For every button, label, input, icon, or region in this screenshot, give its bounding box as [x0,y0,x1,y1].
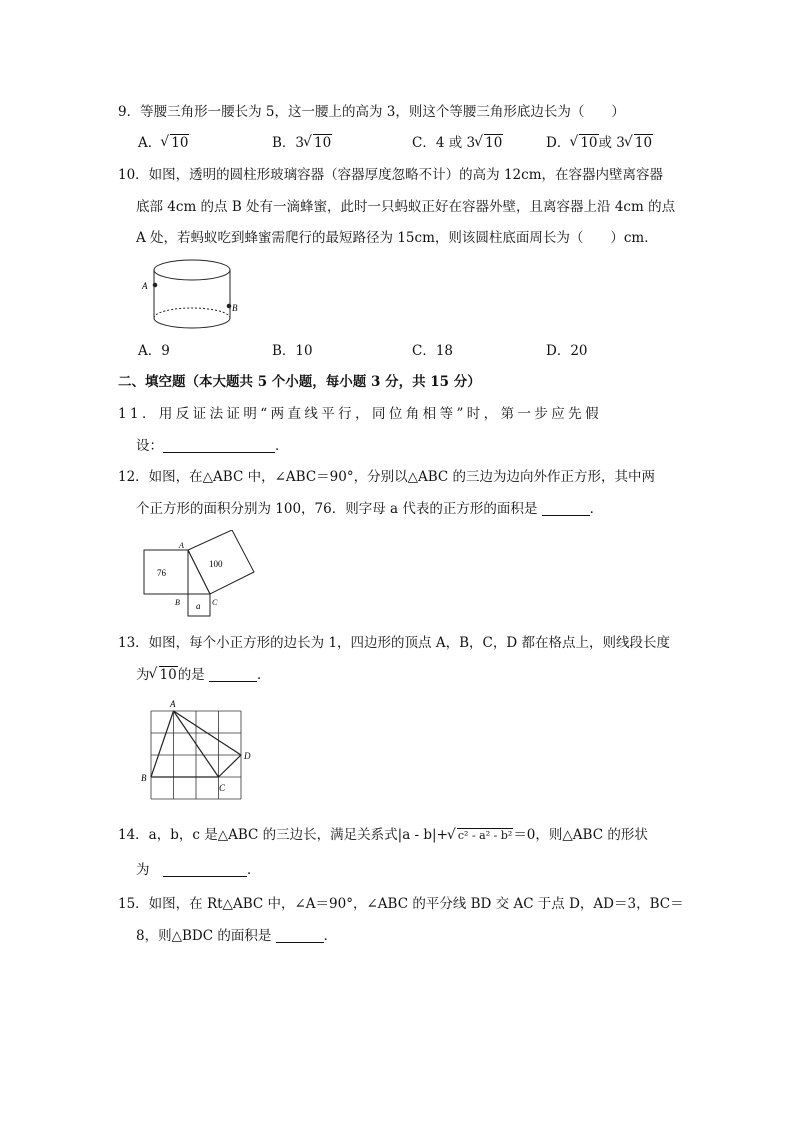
q11-stem-line2: 设： ． [136,438,289,454]
answer-blank[interactable] [209,667,257,682]
q13-stem-line1: 13．如图，每个小正方形的边长为 1，四边形的顶点 A，B，C，D 都在格点上，则线段长度 [118,635,670,651]
grid-lines [151,711,241,799]
label-a: A [142,281,148,291]
q10-option-b[interactable]: B．10 [272,343,313,359]
answer-blank[interactable] [163,862,247,877]
q12-stem-line1: 12．如图，在△ABC 中，∠ABC＝90°，分别以△ABC 的三边为边向外作正方形，其中两 [118,469,656,485]
label-100: 100 [209,559,223,569]
label-point-b: B [175,598,180,607]
label-point-a: A [179,541,184,550]
cylinder-figure [138,256,248,336]
q14-stem-line2: 为 ． [136,862,261,878]
square-76 [144,550,188,594]
point-a-dot [153,283,158,288]
sqrt-symbol: √ 10 [161,134,189,152]
label-a: A [170,699,176,709]
answer-blank[interactable] [276,928,324,943]
label-point-c: C [212,598,218,607]
q9-option-label: A． [138,135,162,151]
q10-option-d[interactable]: D．20 [546,343,588,359]
section-title: 二、填空题（本大题共 5 个小题，每小题 3 分，共 15 分） [118,374,481,390]
sqrt-symbol: √ 10 [570,134,598,152]
q9-option-a[interactable] [138,134,189,152]
q10-option-a[interactable]: A．9 [138,343,170,359]
answer-blank[interactable] [542,501,590,516]
grid-figure [138,697,258,805]
label-b: B [232,303,238,313]
cylinder-bottom-back [154,308,230,318]
q10-stem-line1: 10．如图，透明的圆柱形玻璃容器（容器厚度忽略不计）的高为 12cm，在容器内壁离容器 [118,167,664,183]
q9-option-label: B． [272,135,296,151]
hypotenuse [188,550,210,594]
squares-figure [138,530,262,622]
q10-stem-line3: A 处，若蚂蚁吃到蜂蜜需爬行的最短路径为 15cm，则该圆柱底面周长为（ ）cm． [136,230,658,246]
q11-stem-line1: 11．用反证法证明“两直线平行，同位角相等”时，第一步应先假 [118,406,602,422]
q9-option-b[interactable]: B．3√ 10 [272,134,332,152]
q14-stem-line1: 14．a，b，c 是△ABC 的三边长，满足关系式|a - b|+√ c² - a² - b²＝0，则△ABC 的形状 [118,826,648,845]
sqrt-symbol: √ 10 [304,134,332,152]
point-b-dot [227,304,232,309]
label-a-square: a [196,601,201,611]
q15-stem-line2: 8，则△BDC 的面积是 ． [136,928,338,944]
q15-stem-line1: 15．如图，在 Rt△ABC 中，∠A＝90°，∠ABC 的平分线 BD 交 AC 于点 D，AD＝3，BC＝ [118,896,684,912]
label-76: 76 [157,568,166,578]
q9-stem: 9．等腰三角形一腰长为 5，这一腰上的高为 3，则这个等腰三角形底边长为（ ） [118,104,625,120]
sqrt-symbol: √ 10 [150,666,178,684]
q9-option-label: C． [412,135,436,151]
cylinder-top-ellipse [154,260,230,280]
sqrt-symbol: √ 10 [625,134,653,152]
sqrt-symbol: √ 10 [475,134,503,152]
q10-option-c[interactable]: C．18 [412,343,454,359]
cylinder-bottom-front [154,318,230,328]
q9-option-c[interactable]: C．4 或 3√ 10 [412,134,503,152]
q13-stem-line2: 为√ 10的是 ． [136,666,270,684]
q10-stem-line2: 底部 4cm 的点 B 处有一滴蜂蜜，此时一只蚂蚁正好在容器外壁，且离容器上沿 4cm 的点 [136,199,676,215]
label-c: C [219,783,226,793]
answer-blank[interactable] [163,438,275,453]
label-b: B [141,773,147,783]
label-d: D [244,751,251,761]
sqrt-symbol: √ c² - a² - b² [448,827,513,845]
q12-stem-line2: 个正方形的面积分别为 100，76．则字母 a 代表的正方形的面积是 ． [136,501,604,517]
q9-option-label: D． [546,135,571,151]
q9-option-d[interactable]: D．√ 10或 3√ 10 [546,134,653,152]
